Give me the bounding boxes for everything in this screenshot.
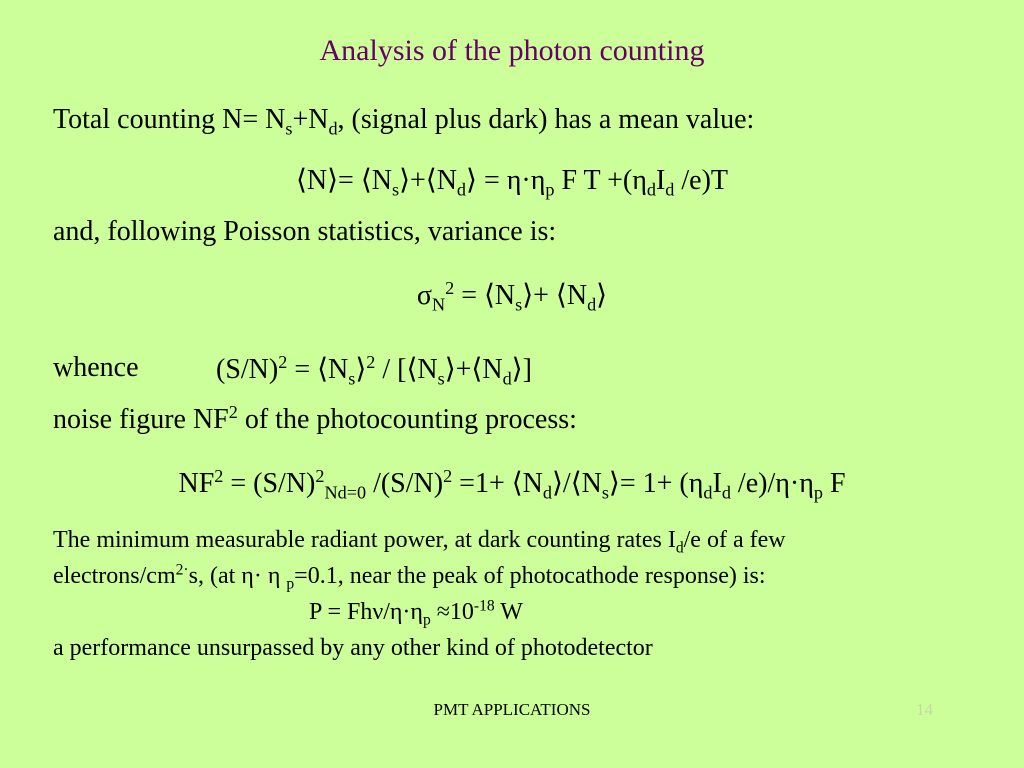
noise-figure-line: noise figure $NF^2$ of the photocounting process: [53,402,577,435]
min-power-equation: P = Fhν/$\eta\cdot\eta_p \approx 10^{-18}$ W [309,597,523,629]
min-power-line-2: electrons/$cm^{2\cdot}s$, (at η· η $_p$=0.1, near the peak of photocathode response) is: [53,561,766,593]
page-number: 14 [916,700,933,719]
variance-equation: $\sigma_N^2$ = $⟨N_s⟩+$ $⟨N_d⟩$ [416,278,608,315]
poisson-line: and, following Poisson statistics, variance is: [53,216,557,247]
min-power-line-1: The minimum measurable radiant power, at dark counting rates $I_d/e$ of a few [53,527,786,557]
snr-equation: $(S/N)^2$ = $⟨N_s⟩^2$ / $[⟨N_s⟩+⟨N_d⟩]$ [216,352,532,389]
total-counting-line: Total counting $N= N_s+N_d$, (signal plus dark) has a mean value: [53,104,755,139]
slide-footer: PMT APPLICATIONS [433,700,591,719]
slide-title: Analysis of the photon counting [319,34,705,67]
performance-line: a performance unsurpassed by any other kind of photodetector [53,635,653,661]
whence-label: whence [53,352,139,383]
mean-value-equation: ⟨N⟩= $⟨N_s⟩+⟨N_d⟩ = \eta\cdot\eta_p$ F $T +(\eta_dI_d$ /e)T [295,165,729,200]
noise-figure-equation: $NF^2 = (S/N)^2_{Nd=0}$ $/(S/N)^2 =1+$ $⟨N_d⟩/⟨N_s⟩= 1+ (\eta_dI_d$ $/e)/\eta\cdot\eta_p$ F [178,466,846,503]
